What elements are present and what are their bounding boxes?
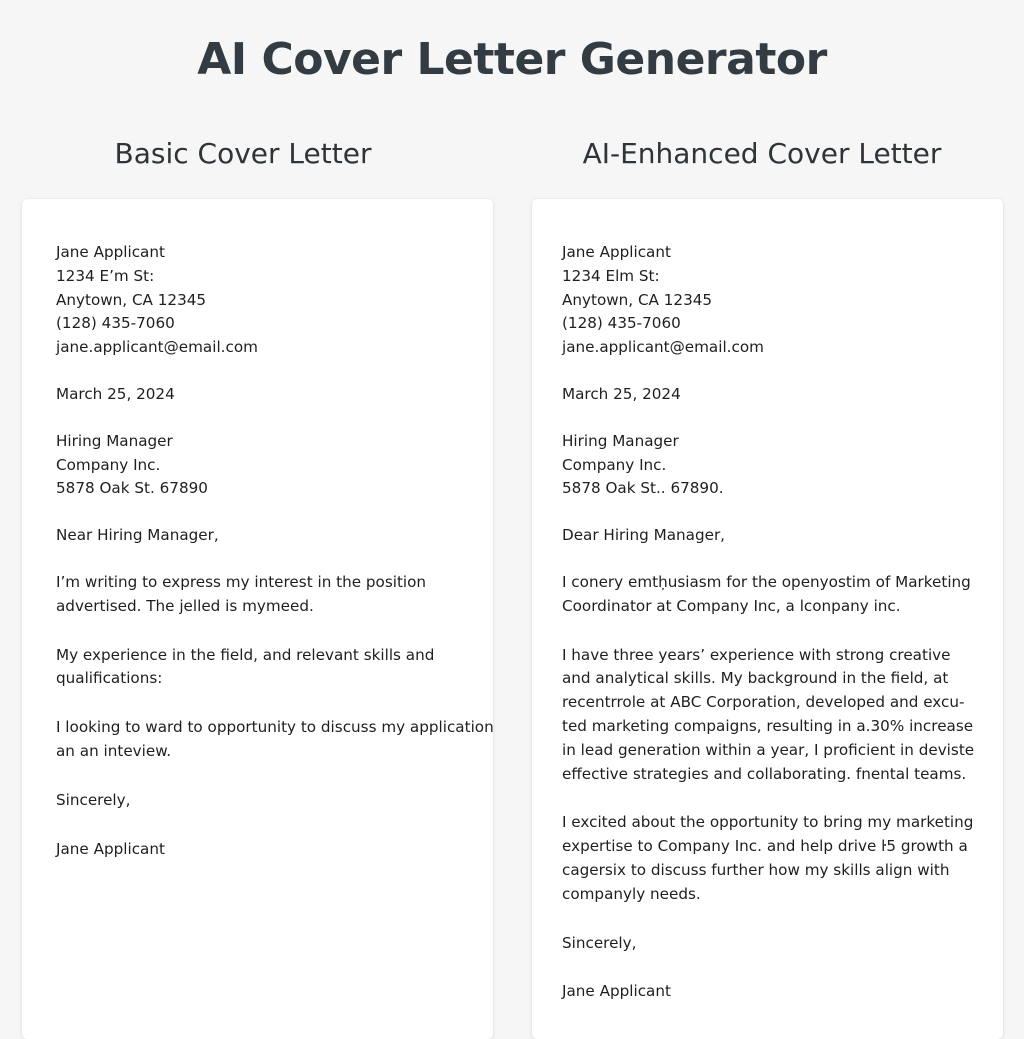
closing bbox=[562, 932, 987, 956]
paragraph-line: advertised. The jelled is mymeed. bbox=[56, 596, 314, 615]
recipient-company: Company Inc. bbox=[562, 455, 667, 474]
body-paragraph bbox=[562, 644, 987, 787]
body-paragraph bbox=[562, 571, 987, 619]
body-paragraph bbox=[56, 644, 477, 692]
sender-name: Jane Applicant bbox=[56, 243, 165, 261]
body-paragraph bbox=[56, 571, 477, 619]
sender-address-block bbox=[562, 241, 987, 360]
basic-letter-heading: Basic Cover Letter bbox=[114, 137, 372, 170]
date-text: March 25, 2024 bbox=[56, 384, 175, 403]
recipient-company: Company Inc. bbox=[56, 455, 161, 474]
paragraph-line: in lead generation within a year, I proficient in deviste bbox=[562, 740, 975, 759]
closing-text: Sincerely, bbox=[562, 933, 637, 952]
paragraph-line: I conery emtḥusiasm for the openyostim of Marketing bbox=[562, 572, 971, 591]
paragraph-line: I’m writing to express my interest in the position bbox=[56, 572, 427, 591]
page-title: AI Cover Letter Generator bbox=[197, 34, 827, 85]
recipient-title: Hiring Manager bbox=[562, 431, 679, 450]
letter-date bbox=[56, 383, 477, 407]
body-paragraph bbox=[56, 716, 494, 764]
salutation bbox=[56, 524, 477, 548]
paragraph-line: ted marketing compaigns, resulting in a.30% increase bbox=[562, 716, 974, 735]
basic-letter-body bbox=[56, 241, 494, 861]
sender-street: 1234 E’m St: bbox=[56, 266, 155, 285]
paragraph-line: expertise to Company Inc. and help drive ŀ5 growth a bbox=[562, 837, 968, 856]
sender-street: 1234 Elm St: bbox=[562, 266, 660, 285]
salutation-text: Near Hiring Manager, bbox=[56, 526, 219, 545]
enhanced-letter-heading: AI-Enhanced Cover Letter bbox=[582, 137, 942, 170]
paragraph-line: cagersix to discuss further how my skills align with bbox=[562, 860, 950, 879]
sender-phone: (128) 435-7060 bbox=[56, 314, 175, 333]
paragraph-line: qualifications: bbox=[56, 669, 163, 688]
salutation bbox=[562, 524, 987, 548]
signature-text: Jane Applicant bbox=[56, 839, 165, 858]
paragraph-line: I looking to ward to opportunity to discuss my application bbox=[56, 718, 494, 737]
signature-text: Jane Applicant bbox=[562, 982, 671, 1001]
sender-email: jane.applicant@email.com bbox=[56, 338, 258, 357]
date-text: March 25, 2024 bbox=[562, 384, 681, 403]
paragraph-line: Coordinator at Company Inc, a lconpany inc. bbox=[562, 596, 901, 615]
recipient-address-block bbox=[56, 430, 477, 501]
basic-letter-card bbox=[22, 199, 493, 1039]
paragraph-line: I have three years’ experience with strong creative bbox=[562, 645, 951, 664]
paragraph-line: and analytical skills. My background in the field, at bbox=[562, 669, 949, 688]
enhanced-letter-card bbox=[532, 199, 1003, 1039]
enhanced-letter-body bbox=[562, 241, 987, 1004]
recipient-title: Hiring Manager bbox=[56, 431, 173, 450]
recipient-street: 5878 Oak St.. 67890. bbox=[562, 479, 724, 498]
salutation-text: Dear Hiring Manager, bbox=[562, 526, 726, 545]
recipient-address-block bbox=[562, 430, 987, 501]
signature bbox=[562, 980, 987, 1004]
sender-name: Jane Applicant bbox=[562, 243, 671, 261]
sender-address-block bbox=[56, 241, 477, 360]
paragraph-line: recentrrole at ABC Corporation, developed and excu- bbox=[562, 693, 965, 712]
closing-text: Sincerely, bbox=[56, 790, 131, 809]
paragraph-line: effective strategies and collaborating. fnental teams. bbox=[562, 764, 967, 783]
closing bbox=[56, 789, 477, 813]
sender-email: jane.applicant@email.com bbox=[562, 338, 764, 357]
sender-phone: (128) 435-7060 bbox=[562, 314, 681, 333]
signature bbox=[56, 838, 477, 862]
paragraph-line: I excited about the opportunity to bring my marketing bbox=[562, 813, 974, 832]
body-paragraph bbox=[562, 811, 987, 906]
paragraph-line: My experience in the field, and relevant skills and bbox=[56, 645, 435, 664]
sender-city: Anytown, CA 12345 bbox=[56, 290, 207, 309]
sender-city: Anytown, CA 12345 bbox=[562, 290, 713, 309]
paragraph-line: companyly needs. bbox=[562, 884, 701, 903]
paragraph-line: an an inteview. bbox=[56, 741, 172, 760]
recipient-street: 5878 Oak St. 67890 bbox=[56, 479, 208, 498]
letter-date bbox=[562, 383, 987, 407]
